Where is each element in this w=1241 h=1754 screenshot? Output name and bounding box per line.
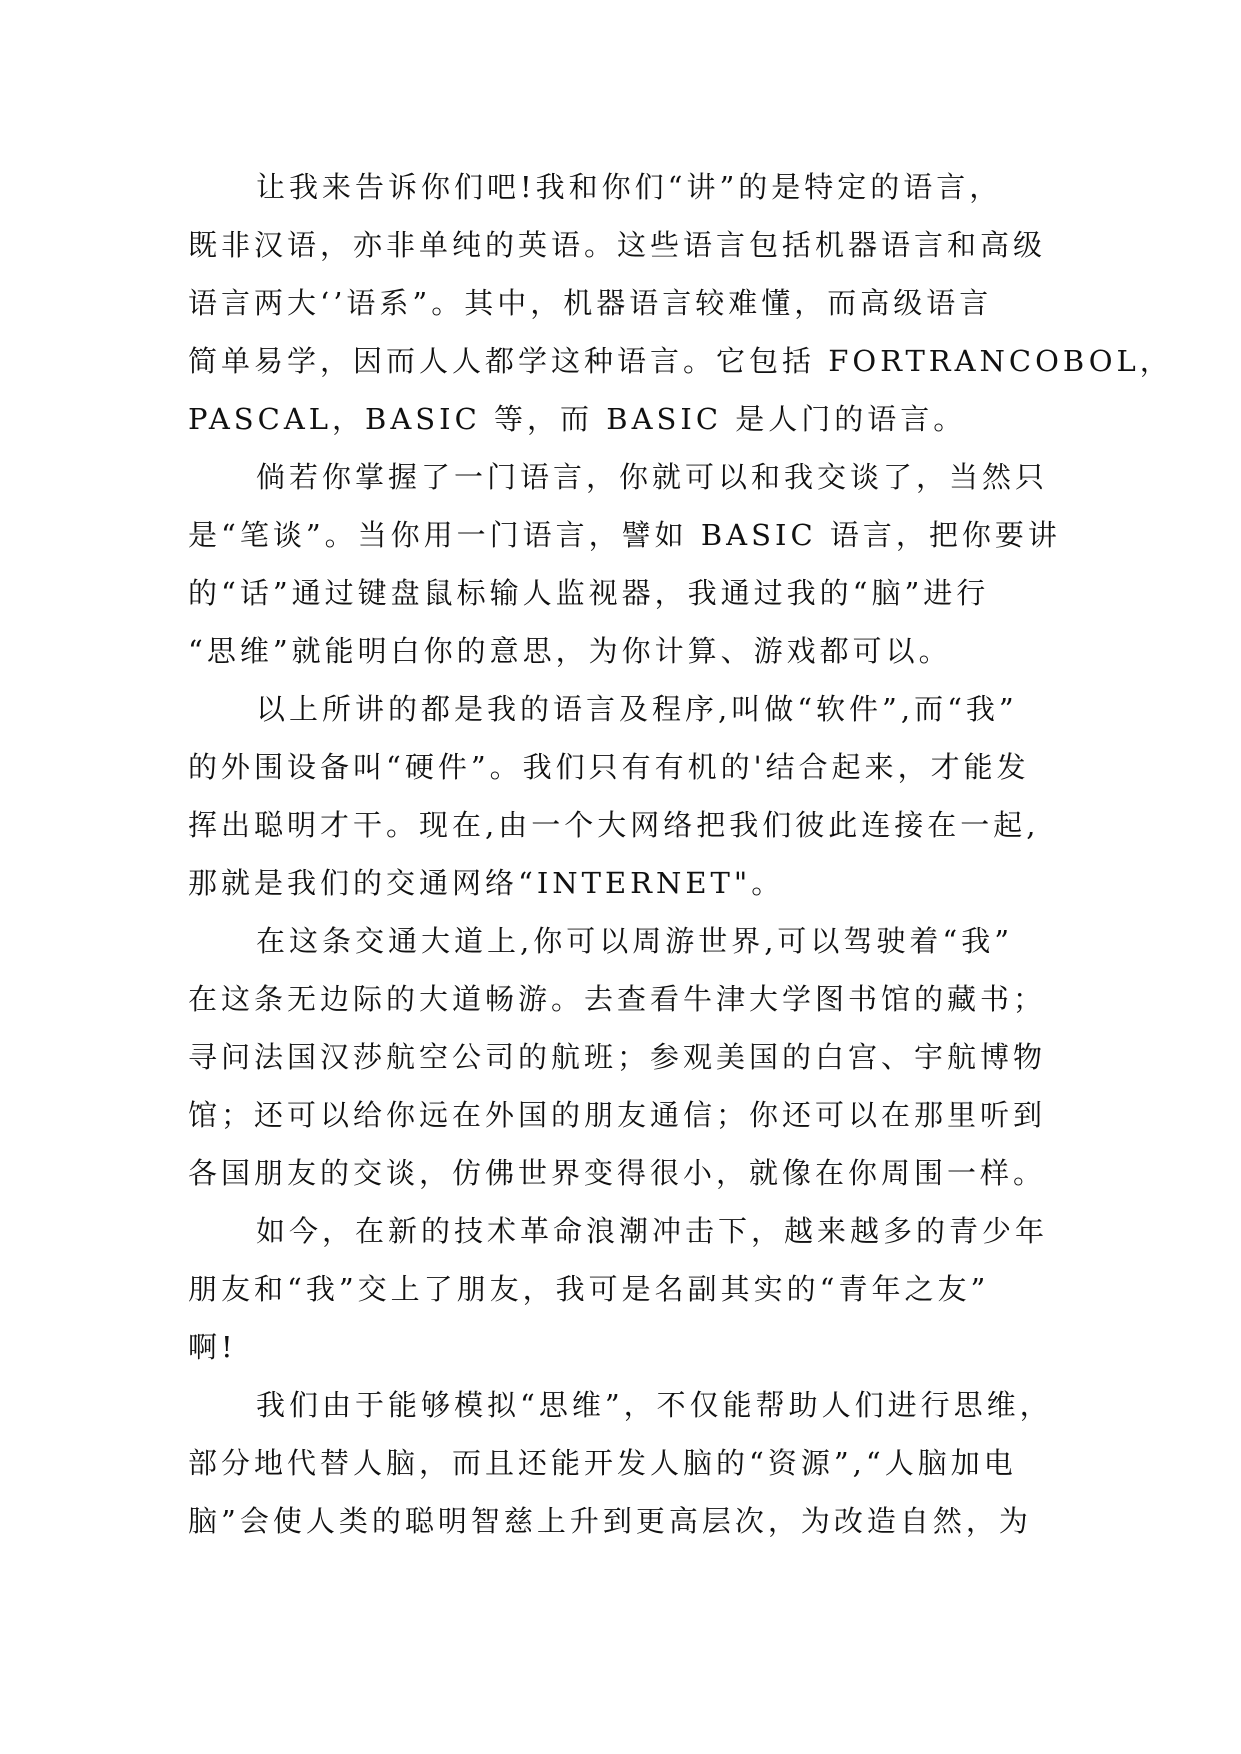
text-line: 朋友和“我”交上了朋友，我可是名副其实的“青年之友” <box>188 1272 990 1306</box>
text-line: PASCAL，BASIC 等，而 BASIC 是人门的语言。 <box>188 402 967 436</box>
text-line: 寻问法国汉莎航空公司的航班；参观美国的白宫、宇航博物 <box>188 1040 1047 1074</box>
text-line: 各国朋友的交谈，仿佛世界变得很小，就像在你周围一样。 <box>188 1156 1047 1190</box>
paragraph-6 <box>188 1376 1053 1550</box>
paragraph-3 <box>188 680 1048 912</box>
text-line: 挥出聪明才干。现在,由一个大网络把我们彼此连接在一起, <box>188 808 1040 842</box>
text-line: 的“话”通过键盘鼠标输人监视器，我通过我的“脑”进行 <box>188 576 990 610</box>
text-line: 馆；还可以给你远在外国的朋友通信；你还可以在那里听到 <box>188 1098 1047 1132</box>
paragraph-1 <box>188 158 1173 448</box>
paragraph-2 <box>188 448 1061 680</box>
text-line: 倘若你掌握了一门语言，你就可以和我交谈了，当然只 <box>256 460 1049 494</box>
text-line: 在这条交通大道上,你可以周游世界,可以驾驶着“我” <box>256 924 1014 958</box>
text-line: 是“笔谈”。当你用一门语言，譬如 BASIC 语言，把你要讲 <box>188 518 1061 552</box>
text-line: 那就是我们的交通网络“INTERNET"。 <box>188 866 785 900</box>
text-line: 在这条无边际的大道畅游。去查看牛津大学图书馆的藏书； <box>188 982 1047 1016</box>
text-line: 让我来告诉你们吧!我和你们“讲”的是特定的语言， <box>256 170 1003 204</box>
text-line: 语言两大‘’语系”。其中，机器语言较难懂，而高级语言 <box>188 286 993 320</box>
text-line: 简单易学，因而人人都学这种语言。它包括 FORTRANCOBOL， <box>188 344 1173 378</box>
text-line: “思维”就能明白你的意思，为你计算、游戏都可以。 <box>188 634 952 668</box>
text-line: 以上所讲的都是我的语言及程序,叫做“软件”,而“我” <box>256 692 1018 726</box>
text-line: 我们由于能够模拟“思维”，不仅能帮助人们进行思维， <box>256 1388 1053 1422</box>
text-line: 既非汉语，亦非单纯的英语。这些语言包括机器语言和高级 <box>188 228 1047 262</box>
text-line: 的外围设备叫“硬件”。我们只有有机的'结合起来，才能发 <box>188 750 1030 784</box>
document-body <box>188 158 1173 1550</box>
text-line: 脑”会使人类的聪明智慈上升到更高层次，为改造自然，为 <box>188 1504 1032 1538</box>
text-line: 部分地代替人脑，而且还能开发人脑的“资源”,“人脑加电 <box>188 1446 1017 1480</box>
text-line: 如今，在新的技术革命浪潮冲击下，越来越多的青少年 <box>256 1214 1049 1248</box>
text-line: 啊! <box>188 1330 237 1364</box>
paragraph-4 <box>188 912 1048 1202</box>
paragraph-5 <box>188 1202 1048 1376</box>
